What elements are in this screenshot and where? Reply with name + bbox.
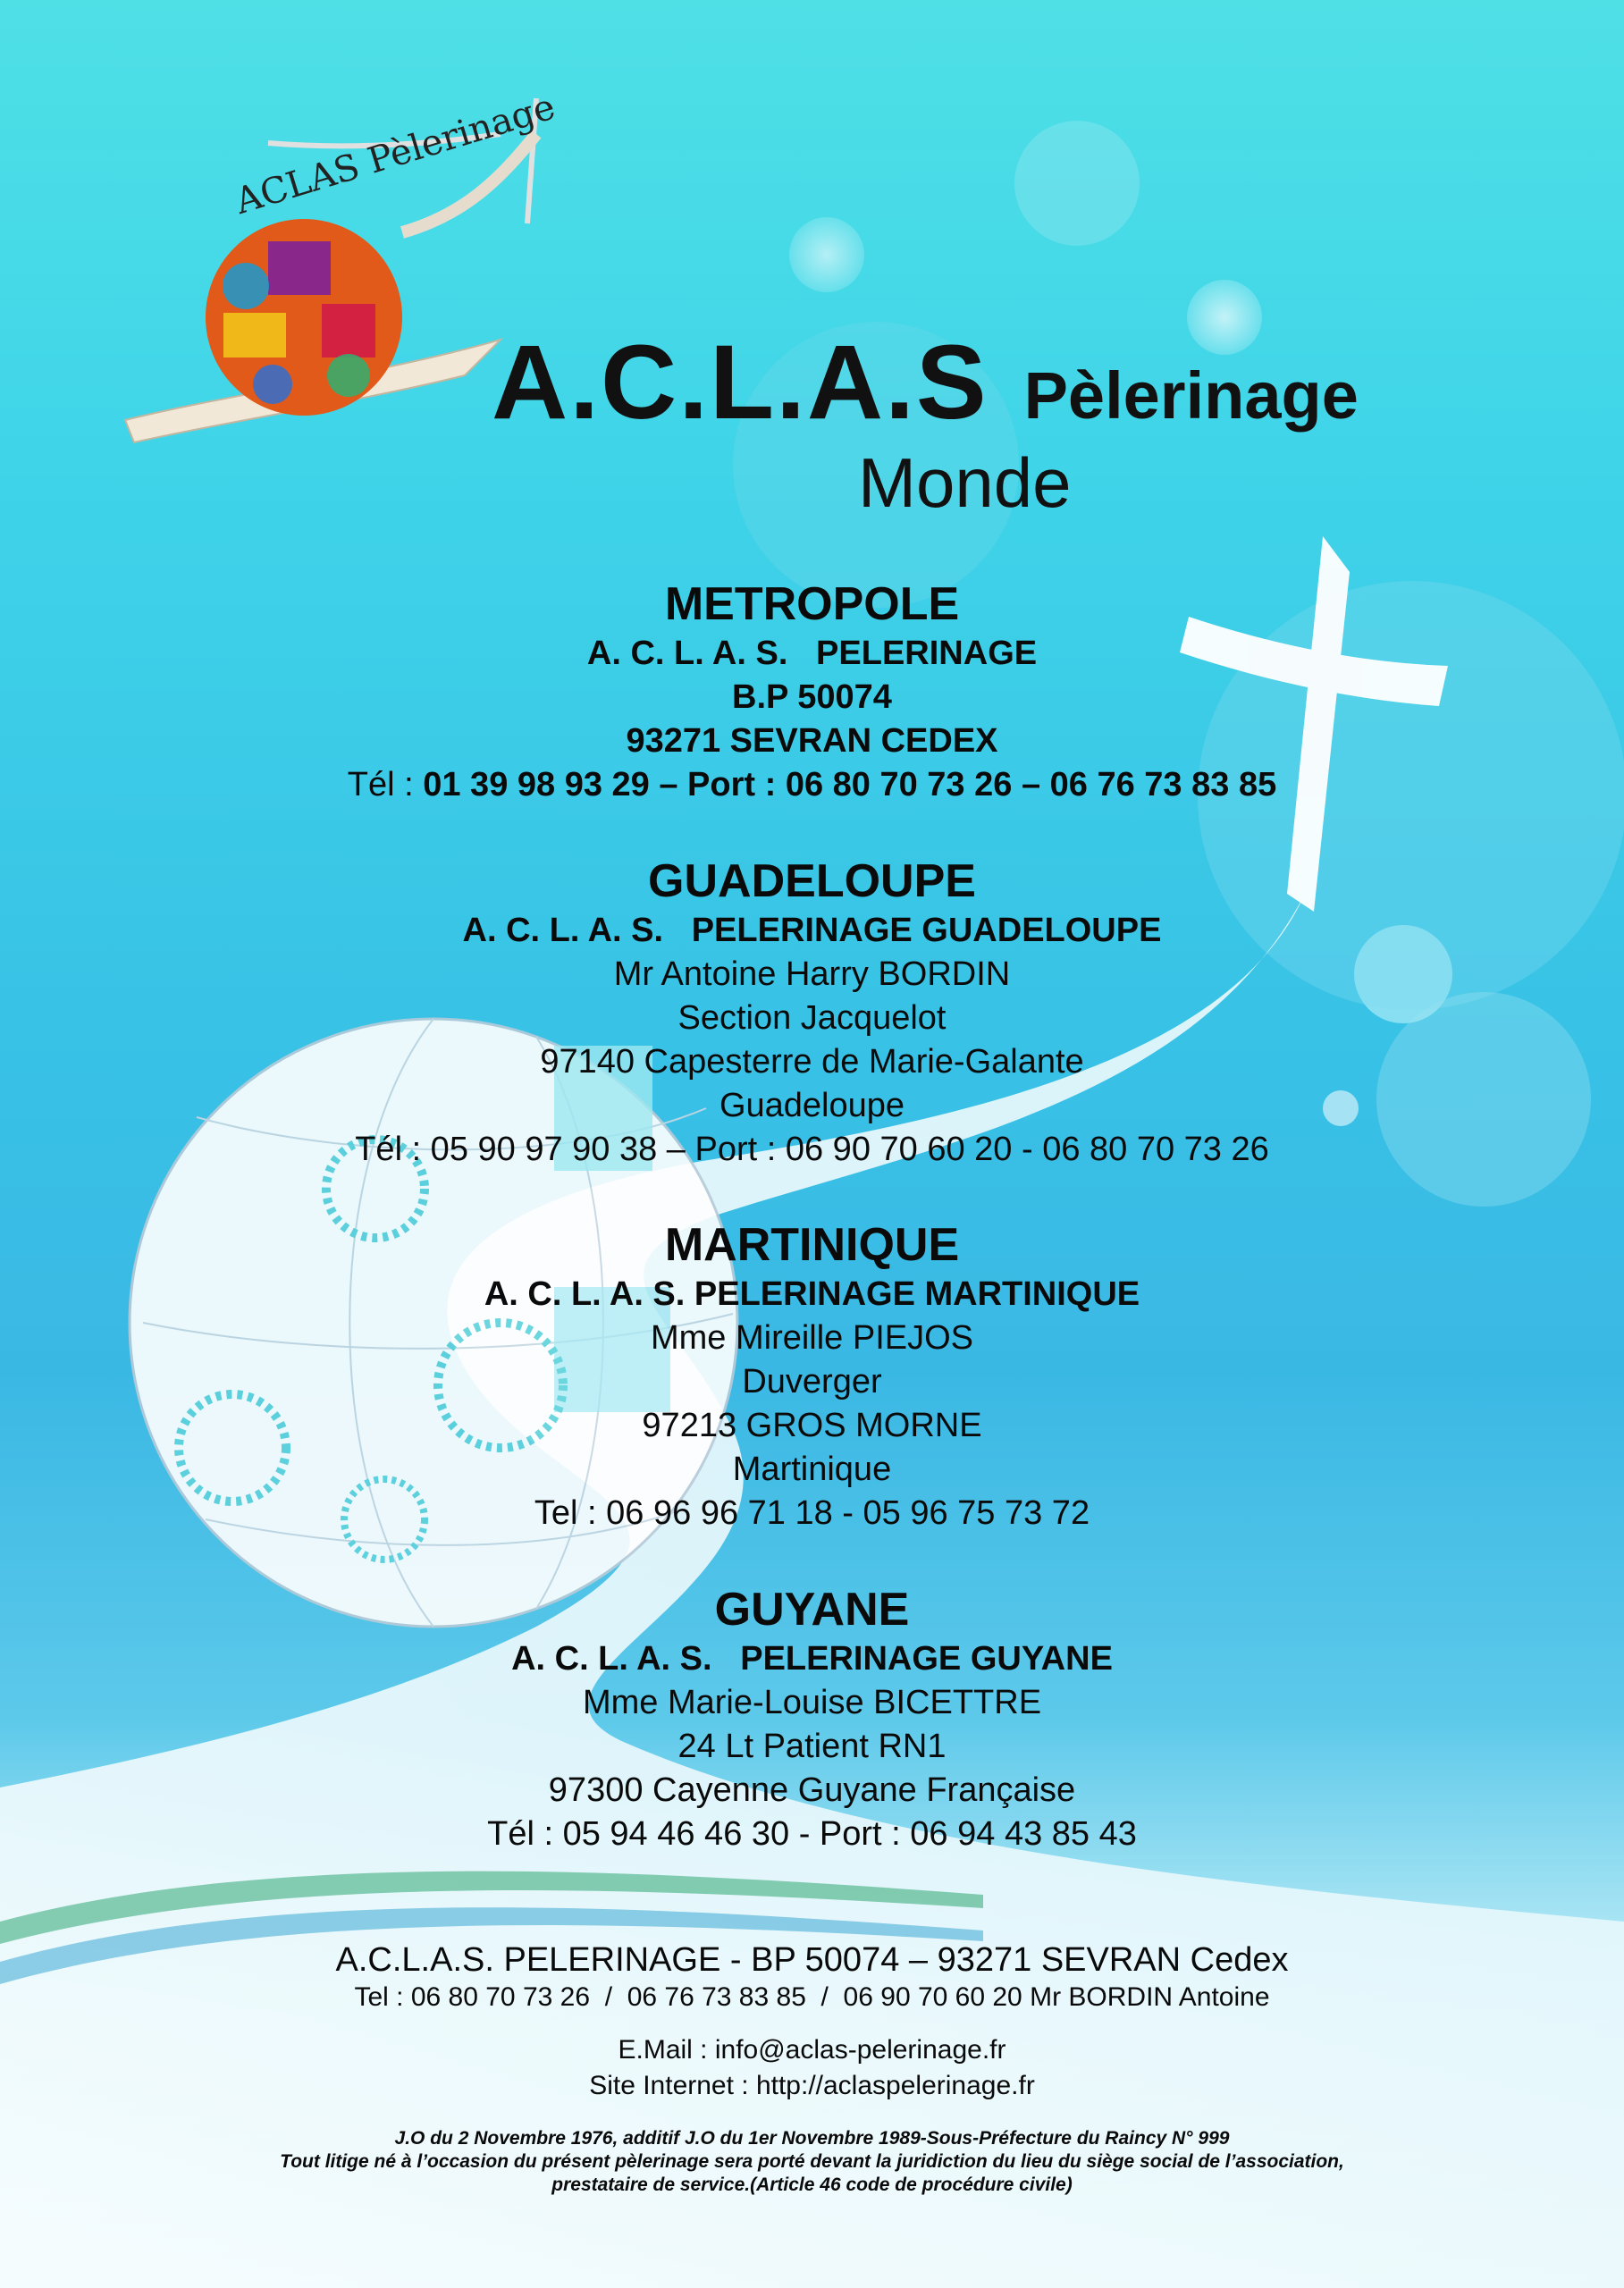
brand-title-main: A.C.L.A.S: [492, 324, 989, 442]
address-line: Martinique: [732, 1451, 892, 1488]
section-guyane: [0, 1582, 1624, 1856]
section-metropole: [0, 576, 1624, 807]
org-line: A. C. L. A. S. PELERINAGE MARTINIQUE: [484, 1275, 1140, 1313]
address-line: Mr Antoine Harry BORDIN: [613, 955, 1011, 993]
address-line: Section Jacquelot: [677, 999, 947, 1037]
section-martinique: [0, 1217, 1624, 1535]
address-line: Mme Marie-Louise BICETTRE: [582, 1684, 1042, 1721]
section-heading: GUADELOUPE: [648, 855, 976, 907]
section-heading: MARTINIQUE: [664, 1219, 960, 1271]
address-line: Mme Mireille PIEJOS: [650, 1319, 974, 1357]
address-line: Guadeloupe: [719, 1087, 905, 1124]
logo-wordmark: ACLAS Pèlerinage: [231, 86, 560, 223]
phone-line: Tel : 06 96 96 71 18 - 05 96 75 73 72: [534, 1494, 1090, 1532]
phone-numbers: 01 39 98 93 29 – Port : 06 80 70 73 26 – 06 76 73 83 85: [423, 766, 1277, 803]
address-line: 97140 Capesterre de Marie-Galante: [540, 1043, 1084, 1081]
section-guadeloupe: [0, 854, 1624, 1172]
legal-line: Tout litige né à l’occasion du présent pèlerinage sera porté devant la juridiction du lieu du siège social de l’association,: [280, 2151, 1344, 2172]
phone-line: [0, 763, 1624, 807]
footer-phones: Tel : 06 80 70 73 26 / 06 76 73 83 85 / 06 90 70 60 20 Mr BORDIN Antoine: [354, 1982, 1270, 2012]
phone-line: Tél : 05 94 46 46 30 - Port : 06 94 43 85 43: [487, 1815, 1137, 1853]
footer-address: A.C.L.A.S. PELERINAGE - BP 50074 – 93271 SEVRAN Cedex: [335, 1941, 1289, 1979]
org-line: A. C. L. A. S. PELERINAGE GUADELOUPE: [462, 912, 1162, 949]
address-line: 97300 Cayenne Guyane Française: [548, 1771, 1076, 1809]
address-line: B.P 50074: [732, 678, 892, 716]
phone-line: Tél : 05 90 97 90 38 – Port : 06 90 70 60 20 - 06 80 70 73 26: [355, 1131, 1269, 1168]
legal-line: prestataire de service.(Article 46 code de procédure civile): [551, 2174, 1073, 2195]
brand-title: [492, 322, 1564, 443]
address-line: A. C. L. A. S. PELERINAGE: [586, 635, 1038, 672]
phone-label: Tél :: [347, 766, 424, 803]
address-line: 24 Lt Patient RN1: [677, 1728, 947, 1765]
brand-subtitle: Monde: [858, 443, 1072, 522]
brand-title-secondary: Pèlerinage: [1023, 358, 1359, 433]
address-line: 97213 GROS MORNE: [642, 1407, 982, 1444]
legal-line: J.O du 2 Novembre 1976, additif J.O du 1er Novembre 1989-Sous-Préfecture du Raincy N° 999: [394, 2128, 1230, 2149]
org-line: A. C. L. A. S. PELERINAGE GUYANE: [511, 1640, 1113, 1678]
footer-website[interactable]: Site Internet : http://aclaspelerinage.fr: [589, 2071, 1035, 2100]
section-heading: METROPOLE: [664, 578, 960, 630]
address-line: Duverger: [742, 1363, 882, 1401]
footer-email[interactable]: E.Mail : info@aclas-pelerinage.fr: [618, 2035, 1006, 2065]
address-line: 93271 SEVRAN CEDEX: [626, 722, 998, 760]
footer: [0, 1939, 1624, 2197]
section-heading: GUYANE: [714, 1584, 910, 1636]
